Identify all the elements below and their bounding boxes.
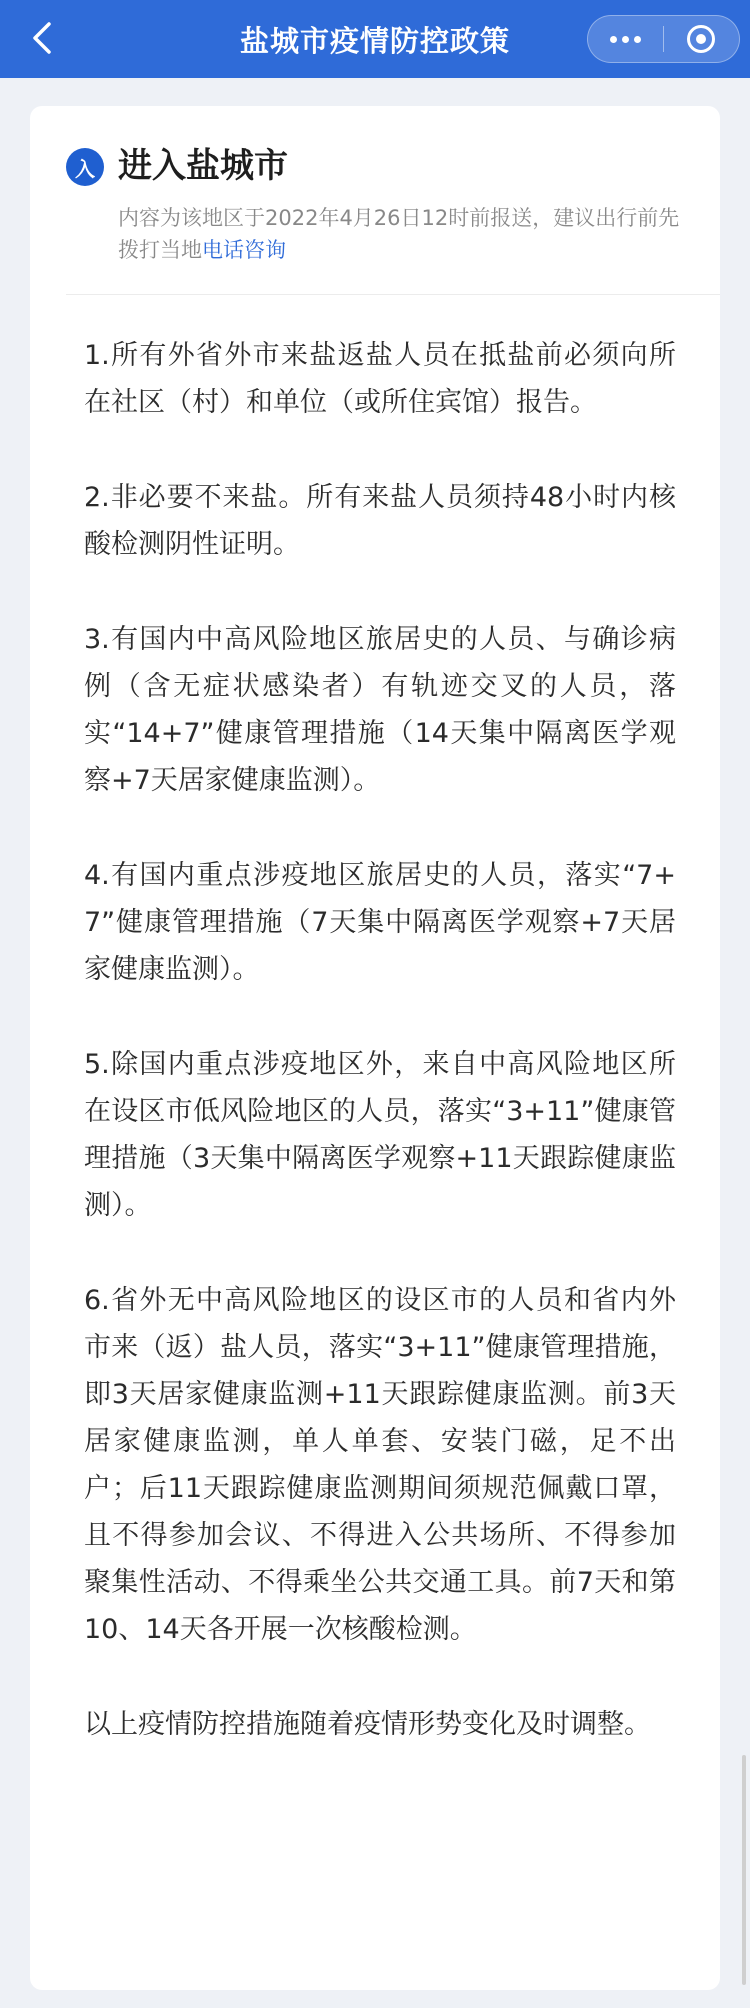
back-button[interactable]: [20, 16, 64, 60]
policy-card: [30, 106, 720, 1990]
section-title: 进入盐城市: [118, 146, 288, 186]
close-button[interactable]: [664, 16, 739, 62]
entry-badge-icon: 入: [66, 148, 104, 186]
more-dots-icon: [610, 36, 641, 43]
policy-item: 6.省外无中高风险地区的设区市的人员和省内外市来（返）盐人员，落实“3+11”健康管理措施，即3天居家健康监测+11天跟踪健康监测。前3天居家健康监测，单人单套、安装门磁，足不出户；后11天跟踪健康监测期间须规范佩戴口罩，且不得参加会议、不得进入公共场所、不得参加聚集性活动、不得乘坐公共交通工具。前7天和第10、14天各开展一次核酸检测。: [84, 1285, 676, 1645]
report-notice: [118, 202, 688, 266]
policy-list: [84, 332, 676, 1796]
policy-item: 2.非必要不来盐。所有来盐人员须持48小时内核酸检测阴性证明。: [84, 482, 676, 560]
policy-item: 5.除国内重点涉疫地区外，来自中高风险地区所在设区市低风险地区的人员，落实“3+11”健康管理措施（3天集中隔离医学观察+11天跟踪健康监测）。: [84, 1049, 676, 1221]
policy-item: 1.所有外省外市来盐返盐人员在抵盐前必须向所在社区（村）和单位（或所住宾馆）报告。: [84, 340, 676, 418]
scrollbar[interactable]: [742, 1755, 746, 1985]
mini-program-capsule: [587, 15, 740, 63]
phone-consult-link[interactable]: 电话咨询: [202, 238, 286, 262]
top-bar: [0, 0, 750, 78]
more-button[interactable]: [588, 16, 663, 62]
close-circle-icon: [687, 25, 715, 53]
page-title: 盐城市疫情防控政策: [239, 23, 510, 58]
policy-item: 以上疫情防控措施随着疫情形势变化及时调整。: [84, 1709, 651, 1740]
chevron-left-icon: [31, 21, 53, 55]
notice-text: 内容为该地区于2022年4月26日12时前报送，建议出行前先拨打当地: [118, 206, 680, 262]
policy-item: 4.有国内重点涉疫地区旅居史的人员，落实“7+7”健康管理措施（7天集中隔离医学观察+7天居家健康监测）。: [84, 860, 676, 985]
divider: [66, 294, 720, 295]
policy-item: 3.有国内中高风险地区旅居史的人员、与确诊病例（含无症状感染者）有轨迹交叉的人员，落实“14+7”健康管理措施（14天集中隔离医学观察+7天居家健康监测）。: [84, 624, 676, 796]
